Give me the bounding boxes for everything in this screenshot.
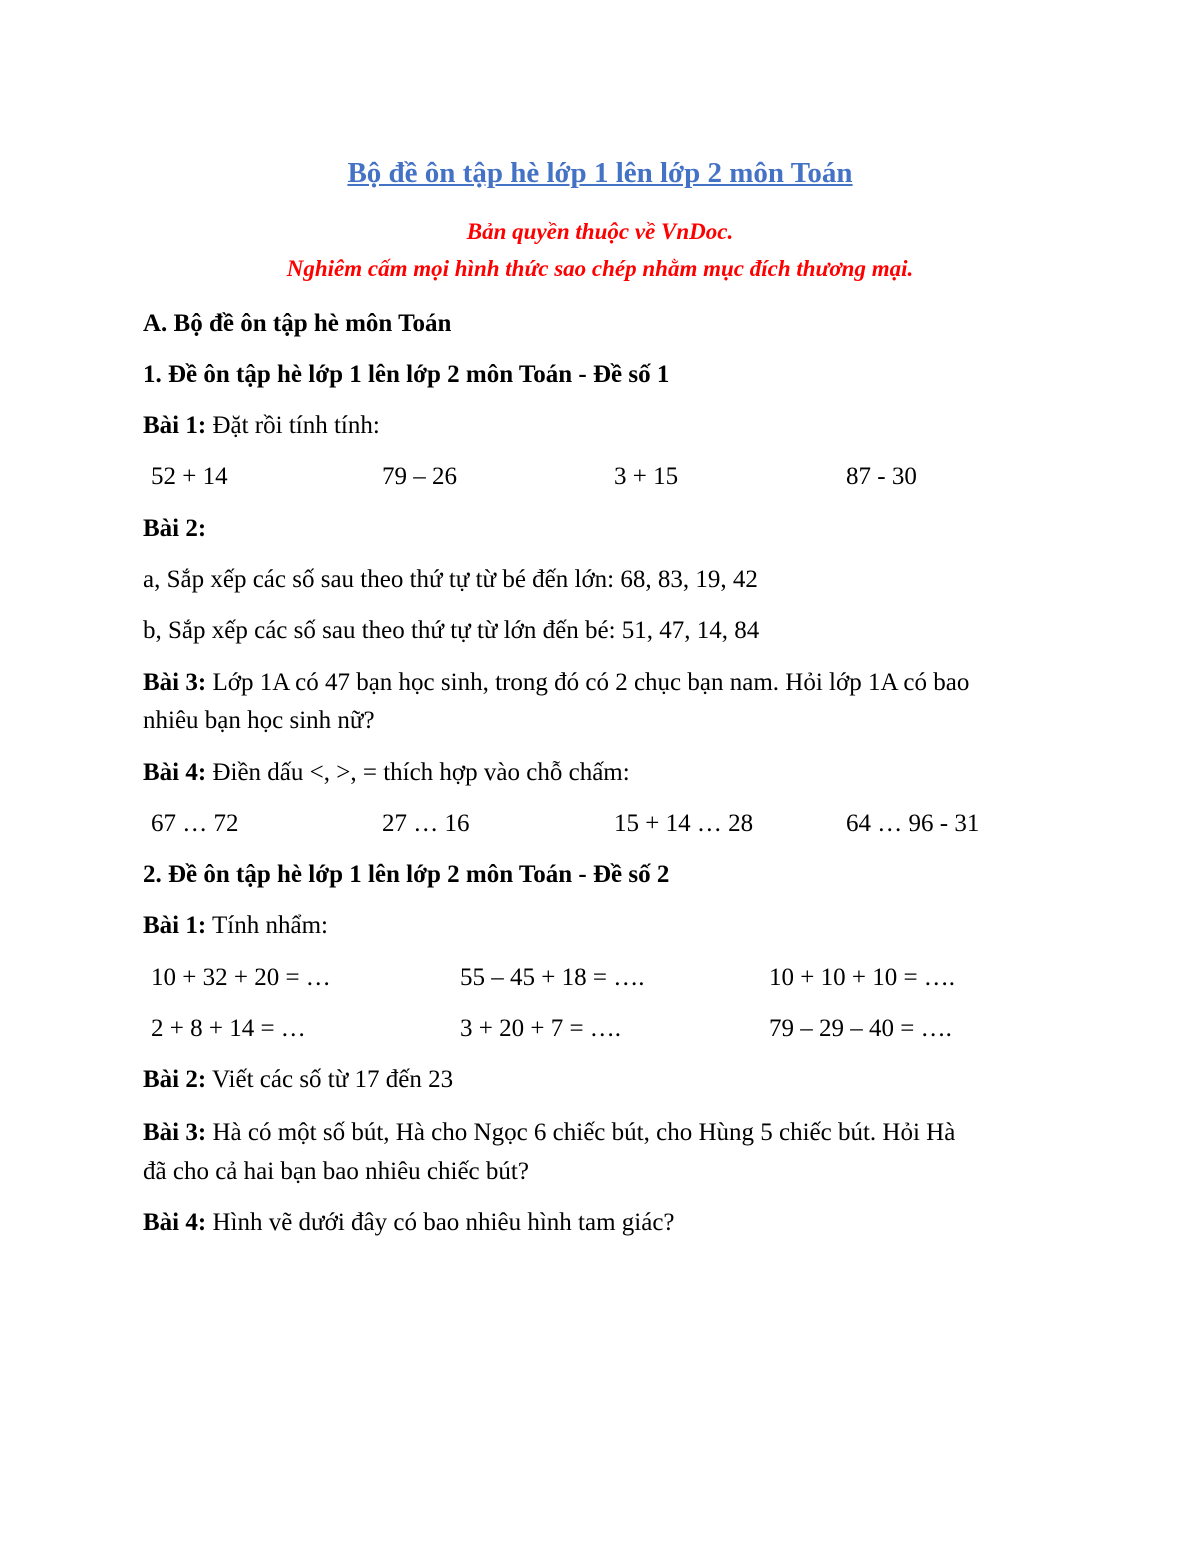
test2-bai1 — [143, 912, 328, 940]
copyright-line-1: Bản quyền thuộc về VnDoc. — [466, 219, 734, 244]
page-title: Bộ đề ôn tập hè lớp 1 lên lớp 2 môn Toán — [347, 157, 853, 189]
test1-bai1 — [143, 412, 380, 440]
test1-bai3-label: Bài 3: — [143, 669, 207, 696]
test2-bai2-text: Viết các số từ 17 đến 23 — [206, 1066, 454, 1093]
test2-bai1-item: 79 – 29 – 40 = …. — [769, 1015, 952, 1042]
test1-bai1-label: Bài 1: — [143, 412, 207, 439]
test1-bai1-item: 87 - 30 — [846, 463, 917, 490]
test2-bai3-text-cont: đã cho cả hai bạn bao nhiêu chiếc bút? — [143, 1158, 529, 1185]
test1-bai3-text-cont: nhiêu bạn học sinh nữ? — [143, 707, 375, 734]
test1-bai4-item: 64 … 96 - 31 — [846, 810, 980, 837]
test1-bai4-item: 67 … 72 — [151, 810, 239, 837]
test2-bai4 — [143, 1209, 675, 1237]
test1-bai4 — [143, 759, 630, 787]
test2-bai4-label: Bài 4: — [143, 1209, 207, 1236]
test1-bai3 — [143, 669, 969, 697]
test1-bai2-a: a, Sắp xếp các số sau theo thứ tự từ bé đến lớn: 68, 83, 19, 42 — [143, 566, 758, 593]
test2-bai1-item: 10 + 32 + 20 = … — [151, 964, 331, 991]
test2-bai2 — [143, 1066, 453, 1094]
test2-bai2-label: Bài 2: — [143, 1066, 207, 1093]
test1-bai4-item: 27 … 16 — [382, 810, 470, 837]
test1-bai1-item: 79 – 26 — [382, 463, 457, 490]
test2-bai3-label: Bài 3: — [143, 1119, 207, 1146]
test1-bai1-text: Đặt rồi tính tính: — [206, 412, 380, 439]
test2-bai1-text: Tính nhẩm: — [206, 912, 328, 939]
test1-bai2-label: Bài 2: — [143, 515, 207, 542]
test1-bai1-item: 3 + 15 — [614, 463, 679, 490]
test2-bai1-item: 3 + 20 + 7 = …. — [460, 1015, 622, 1042]
test2-bai3-text: Hà có một số bút, Hà cho Ngọc 6 chiếc bút, cho Hùng 5 chiếc bút. Hỏi Hà — [206, 1119, 956, 1146]
test1-bai3-text: Lớp 1A có 47 bạn học sinh, trong đó có 2 chục bạn nam. Hỏi lớp 1A có bao — [206, 669, 970, 696]
test2-bai3 — [143, 1119, 955, 1147]
test1-heading: 1. Đề ôn tập hè lớp 1 lên lớp 2 môn Toán - Đề số 1 — [143, 361, 670, 388]
test2-heading: 2. Đề ôn tập hè lớp 1 lên lớp 2 môn Toán - Đề số 2 — [143, 861, 670, 888]
test1-bai2-b: b, Sắp xếp các số sau theo thứ tự từ lớn đến bé: 51, 47, 14, 84 — [143, 617, 760, 644]
test2-bai1-item: 10 + 10 + 10 = …. — [769, 964, 956, 991]
test1-bai4-label: Bài 4: — [143, 759, 207, 786]
test2-bai1-item: 55 – 45 + 18 = …. — [460, 964, 645, 991]
section-a-heading: A. Bộ đề ôn tập hè môn Toán — [143, 310, 452, 337]
copyright-line-2: Nghiêm cấm mọi hình thức sao chép nhằm mục đích thương mại. — [286, 256, 914, 281]
test1-bai4-text: Điền dấu <, >, = thích hợp vào chỗ chấm: — [206, 759, 630, 786]
test1-bai1-item: 52 + 14 — [151, 463, 228, 490]
test2-bai1-label: Bài 1: — [143, 912, 207, 939]
test2-bai4-text: Hình vẽ dưới đây có bao nhiêu hình tam giác? — [206, 1209, 675, 1236]
test1-bai4-item: 15 + 14 … 28 — [614, 810, 754, 837]
test2-bai1-item: 2 + 8 + 14 = … — [151, 1015, 306, 1042]
